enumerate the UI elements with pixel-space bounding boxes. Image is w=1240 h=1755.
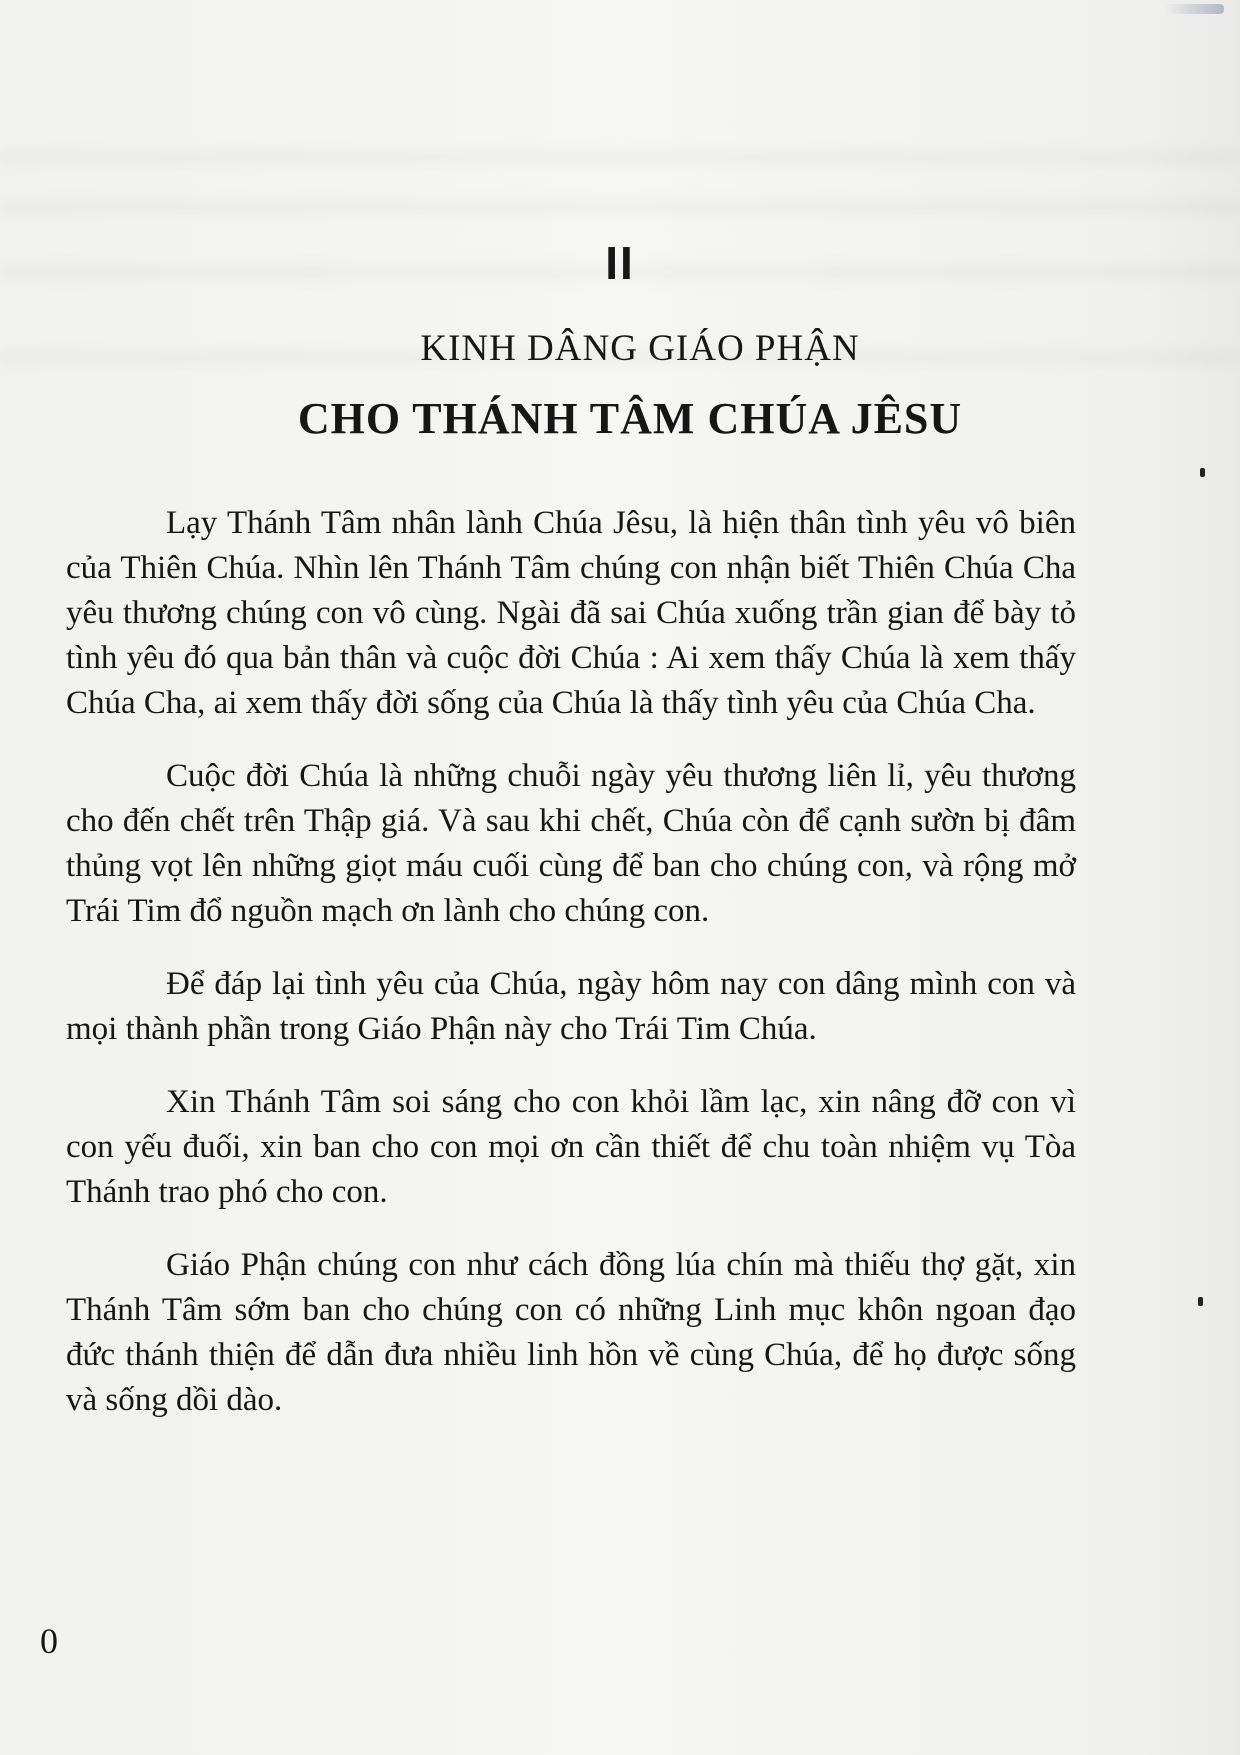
- scan-speck: [1198, 1297, 1203, 1306]
- prayer-title-line-1: KINH DÂNG GIÁO PHẬN: [420, 328, 860, 369]
- bleed-through-line: [0, 150, 1240, 164]
- bleed-through-line: [0, 200, 1240, 214]
- prayer-title-line-2: CHO THÁNH TÂM CHÚA JÊSU: [297, 394, 963, 443]
- scan-speck: [1200, 468, 1205, 477]
- paragraph: Giáo Phận chúng con như cách đồng lúa chín mà thiếu thợ gặt, xin Thánh Tâm sớm ban cho chúng con có những Linh mục khôn ngoan đạo đức thánh thiện để dẫn đưa nhiều linh hồn về cùng Chúa, để họ được sống và sống dồi dào.: [66, 1247, 1076, 1418]
- paragraph: Để đáp lại tình yêu của Chúa, ngày hôm nay con dâng mình con và mọi thành phần trong Giáo Phận này cho Trái Tim Chúa.: [66, 966, 1076, 1047]
- paragraph: Lạy Thánh Tâm nhân lành Chúa Jêsu, là hiện thân tình yêu vô biên của Thiên Chúa. Nhìn lên Thánh Tâm chúng con nhận biết Thiên Chúa Cha yêu thương chúng con vô cùng. Ngài đã sai Chúa xuống trần gian để bày tỏ tình yêu đó qua bản thân và cuộc đời Chúa : Ai xem thấy Chúa là xem thấy Chúa Cha, ai xem thấy đời sống của Chúa là thấy tình yêu của Chúa Cha.: [66, 505, 1076, 721]
- paragraph: Xin Thánh Tâm soi sáng cho con khỏi lầm lạc, xin nâng đỡ con vì con yếu đuối, xin ban cho con mọi ơn cần thiết để chu toàn nhiệm vụ Tòa Thánh trao phó cho con.: [66, 1084, 1076, 1210]
- scan-edge-mark: [1164, 4, 1224, 14]
- prayer-body: [66, 501, 1076, 1451]
- paragraph: Cuộc đời Chúa là những chuỗi ngày yêu thương liên lỉ, yêu thương cho đến chết trên Thập giá. Và sau khi chết, Chúa còn để cạnh sườn bị đâm thủng vọt lên những giọt máu cuối cùng để ban cho chúng con, và rộng mở Trái Tim đổ nguồn mạch ơn lành cho chúng con.: [66, 758, 1076, 929]
- page-number: 0: [40, 1621, 58, 1661]
- section-number: II: [605, 237, 635, 289]
